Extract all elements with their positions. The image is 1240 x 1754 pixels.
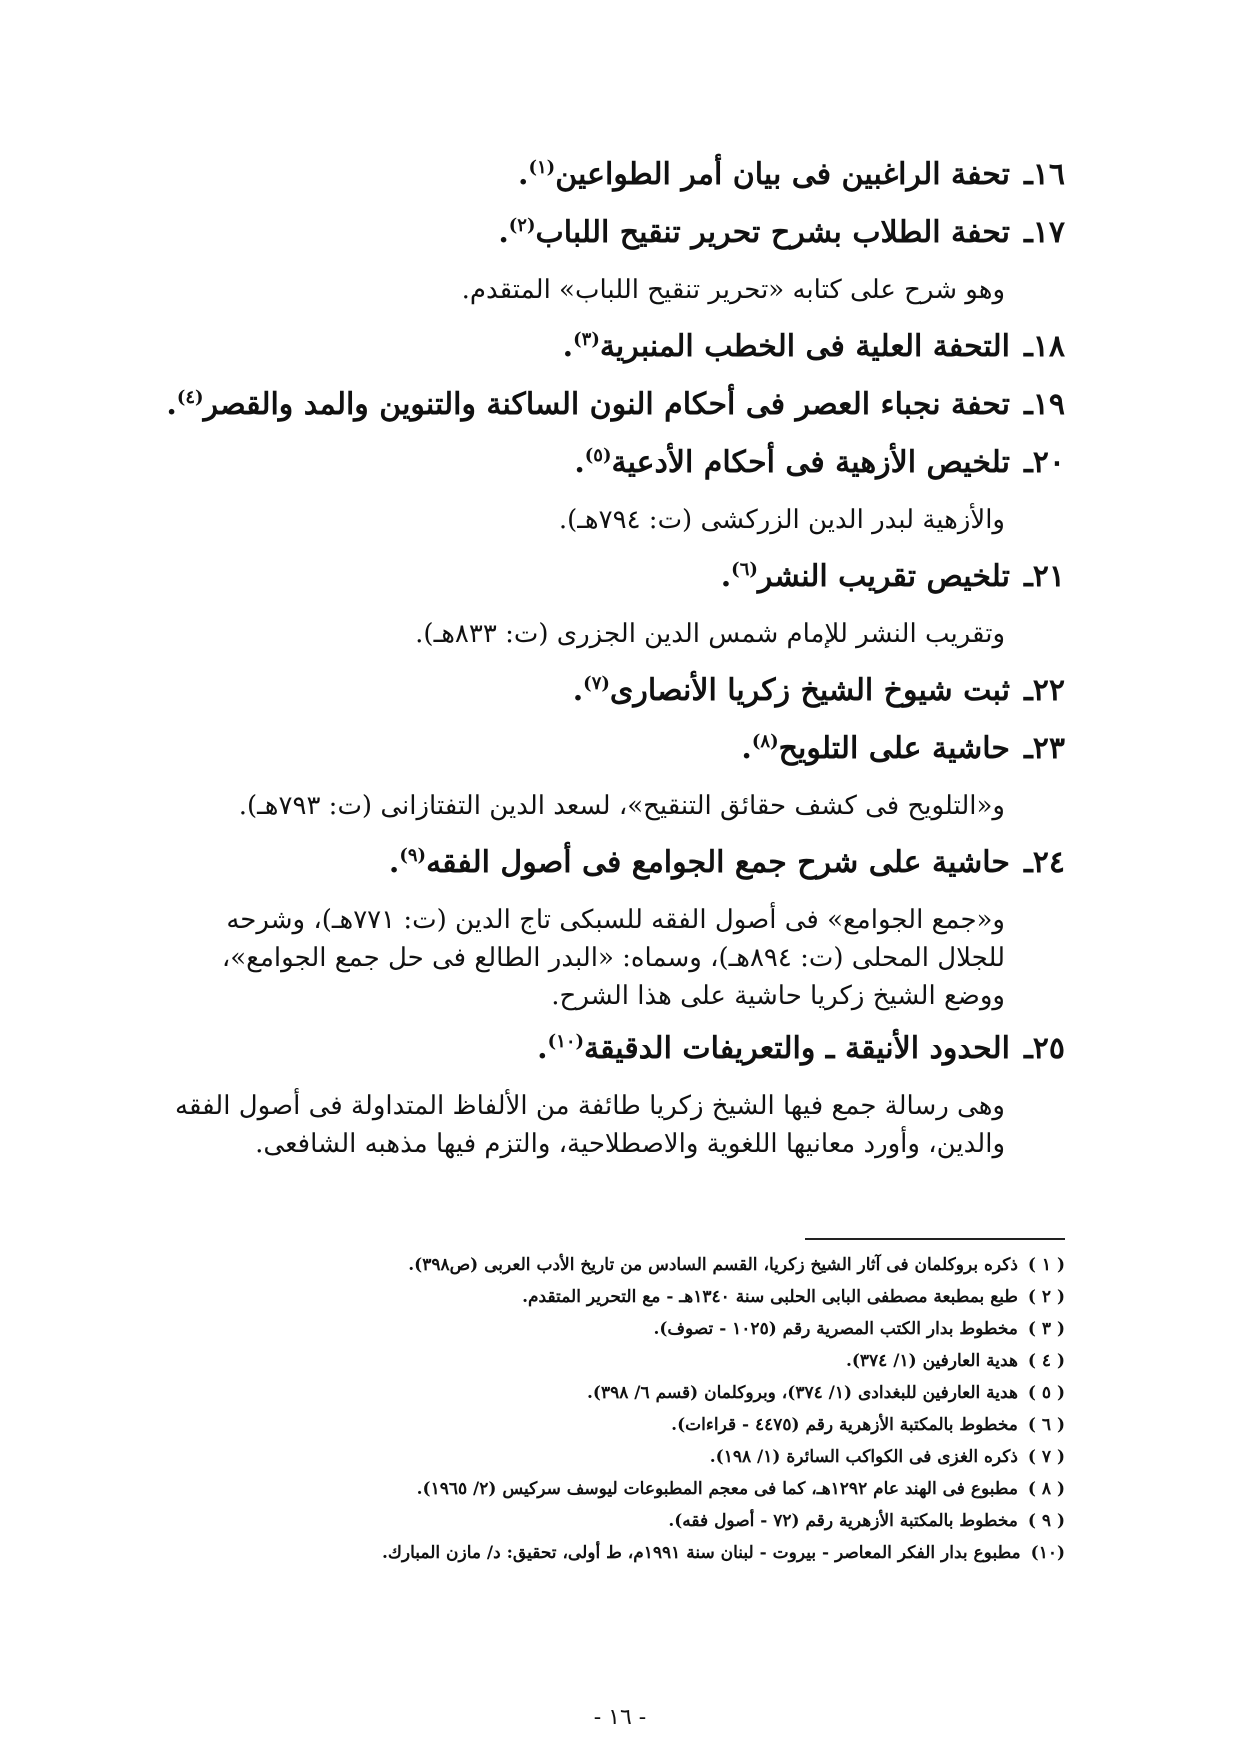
list-item: ٢٤ـحاشية على شرح جمع الجوامع فى أصول الفقه$^{(٩)}$. (388, 845, 1065, 880)
page-number: - ١٦ - (593, 1705, 647, 1730)
text-line: للجلال المحلى (ت: ٨٩٤هـ)، وسماه: «البدر الطالع فى حل جمع الجوامع»، (221, 943, 1005, 973)
footnote: ( ٢ )طبع بمطبعة مصطفى البابى الحلبى سنة ١٣٤٠هـ - مع التحرير المتقدم. (522, 1287, 1065, 1307)
footnote: ( ٦ )مخطوط بالمكتبة الأزهرية رقم (٤٤٧٥ - قراءات). (671, 1415, 1065, 1435)
footnote: ( ٩ )مخطوط بالمكتبة الأزهرية رقم (٧٢ - أصول فقه). (668, 1511, 1065, 1531)
footnote: (١٠)مطبوع بدار الفكر المعاصر - بيروت - لبنان سنة ١٩٩١م، ط أولى، تحقيق: د/ مازن المبارك. (381, 1543, 1065, 1563)
list-item: ١٧ـتحفة الطلاب بشرح تحرير تنقيح اللباب$^{(٢)}$. (498, 215, 1065, 250)
text-line: ووضع الشيخ زكريا حاشية على هذا الشرح. (551, 981, 1005, 1011)
footnote: ( ٥ )هدية العارفين للبغدادى (١/ ٣٧٤)، وبروكلمان (قسم ٦/ ٣٩٨). (587, 1383, 1065, 1403)
list-item: ١٩ـتحفة نجباء العصر فى أحكام النون الساكنة والتنوين والمد والقصر$^{(٤)}$. (166, 387, 1065, 422)
item-description: و«التلويح فى كشف حقائق التنقيح»، لسعد الدين التفتازانى (ت: ٧٩٣هـ). (238, 791, 1005, 821)
item-description (140, 901, 1005, 1015)
list-item: ٢١ـتلخيص تقريب النشر$^{(٦)}$. (720, 559, 1065, 594)
list-item: ٢٣ـحاشية على التلويح$^{(٨)}$. (741, 731, 1065, 766)
list-item: ١٨ـالتحفة العلية فى الخطب المنبرية$^{(٣)}$. (562, 329, 1065, 364)
item-description (140, 1087, 1005, 1163)
footnote-divider (805, 1238, 1065, 1240)
text-line: و«جمع الجوامع» فى أصول الفقه للسبكى تاج الدين (ت: ٧٧١هـ)، وشرحه (226, 905, 1005, 935)
item-description: وتقريب النشر للإمام شمس الدين الجزرى (ت: ٨٣٣هـ). (415, 619, 1005, 649)
list-item: ٢٢ـثبت شيوخ الشيخ زكريا الأنصارى$^{(٧)}$. (572, 673, 1065, 708)
footnote: ( ٧ )ذكره الغزى فى الكواكب السائرة (١/ ١٩٨). (709, 1447, 1065, 1467)
footnote: ( ٣ )مخطوط بدار الكتب المصرية رقم (١٠٢٥ - تصوف). (653, 1319, 1065, 1339)
footnote: ( ٨ )مطبوع فى الهند عام ١٢٩٢هـ، كما فى معجم المطبوعات ليوسف سركيس (٢/ ١٩٦٥). (416, 1479, 1065, 1499)
list-item: ١٦ـتحفة الراغبين فى بيان أمر الطواعين$^{(١)}$. (518, 157, 1065, 192)
item-description: والأزهية لبدر الدين الزركشى (ت: ٧٩٤هـ). (558, 505, 1005, 535)
main-text (140, 155, 1065, 1177)
footnotes (140, 1254, 1065, 1574)
list-item: ٢٥ـالحدود الأنيقة ـ والتعريفات الدقيقة$^{(١٠)}$. (537, 1031, 1065, 1066)
text-line: والدين، وأورد معانيها اللغوية والاصطلاحية، والتزم فيها مذهبه الشافعى. (255, 1129, 1005, 1159)
item-description: وهو شرح على كتابه «تحرير تنقيح اللباب» المتقدم. (461, 275, 1005, 305)
text-line: وهى رسالة جمع فيها الشيخ زكريا طائفة من الألفاظ المتداولة فى أصول الفقه (175, 1091, 1005, 1121)
list-item: ٢٠ـتلخيص الأزهية فى أحكام الأدعية$^{(٥)}$. (574, 445, 1065, 480)
footnote: ( ١ )ذكره بروكلمان فى آثار الشيخ زكريا، القسم السادس من تاريخ الأدب العربى (ص٣٩٨). (408, 1255, 1065, 1275)
footnote: ( ٤ )هدية العارفين (١/ ٣٧٤). (845, 1351, 1065, 1371)
